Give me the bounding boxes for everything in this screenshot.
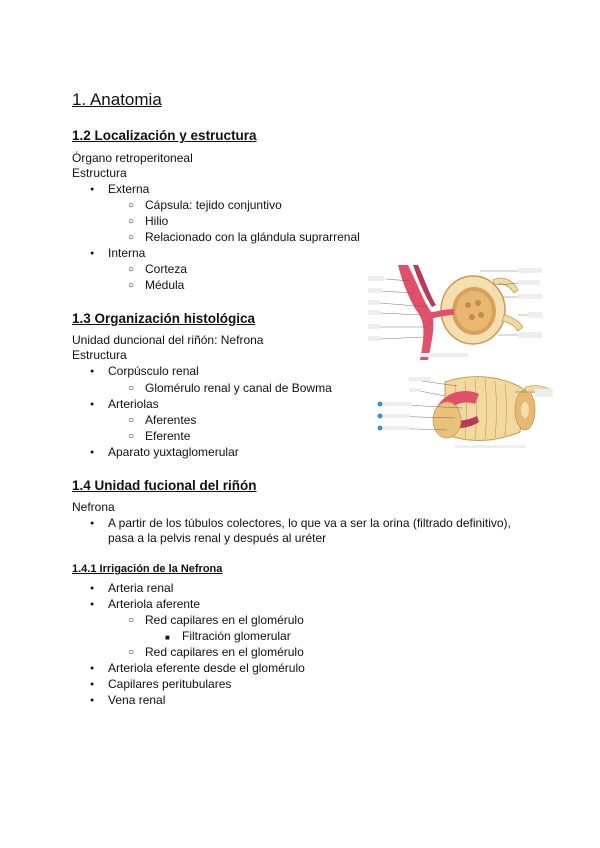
bullet-capilares-peritubulares: ● Capilares peritubulares	[108, 677, 231, 692]
heading-unidad-funcional: 1.4 Unidad fucional del riñón	[72, 478, 257, 493]
bullet-tubulos: ● A partir de los túbulos colectores, lo que va a ser la orina (filtrado definitivo),	[108, 516, 511, 531]
bullet-hilio: ○ Hilio	[145, 214, 168, 229]
bullet-externa: ● Externa	[108, 182, 149, 197]
bullet-capsula: ○ Cápsula: tejido conjuntivo	[145, 198, 282, 213]
heading-anatomia: 1. Anatomia	[72, 90, 162, 109]
bullet-red-capilares-2: ○ Red capilares en el glomérulo	[145, 645, 304, 660]
bullet-relacionado: ○ Relacionado con la glándula suprarrenal	[145, 230, 360, 245]
bullet-glomerulo: ○ Glomérulo renal y canal de Bowma	[145, 381, 332, 396]
text-organo: Órgano retroperitoneal	[72, 151, 193, 165]
bullet-tubulos-continued: pasa a la pelvis renal y después al uréter	[108, 531, 327, 545]
bullet-aferentes: ○ Aferentes	[145, 413, 196, 428]
bullet-aparato: ● Aparato yuxtaglomerular	[108, 445, 239, 460]
heading-irrigacion: 1.4.1 Irrigación de la Nefrona	[72, 563, 223, 575]
bullet-corpusculo: ● Corpúsculo renal	[108, 364, 199, 379]
bullet-eferente: ○ Eferente	[145, 429, 190, 444]
heading-organizacion: 1.3 Organización histológica	[72, 311, 256, 326]
text-nefrona: Nefrona	[72, 500, 115, 514]
juxtaglomerular-illustration	[375, 372, 553, 452]
renal-corpuscle-illustration	[368, 265, 546, 360]
text-estructura: Estructura	[72, 166, 127, 180]
bullet-corteza: ○ Corteza	[145, 262, 187, 277]
bullet-filtracion: ■ Filtración glomerular	[182, 629, 291, 644]
bullet-arteriola-aferente: ● Arteriola aferente	[108, 597, 200, 612]
text-unidad: Unidad duncional del riñón: Nefrona	[72, 333, 264, 347]
bullet-medula: ○ Médula	[145, 278, 184, 293]
bullet-arteria-renal: ● Arteria renal	[108, 581, 173, 596]
bullet-red-capilares-1: ○ Red capilares en el glomérulo	[145, 613, 304, 628]
bullet-interna: ● Interna	[108, 246, 145, 261]
text-estructura-2: Estructura	[72, 348, 127, 362]
bullet-arteriola-eferente: ● Arteriola eferente desde el glomérulo	[108, 661, 305, 676]
bullet-vena-renal: ● Vena renal	[108, 693, 165, 708]
heading-localizacion: 1.2 Localización y estructura	[72, 128, 257, 143]
bullet-arteriolas: ● Arteriolas	[108, 397, 159, 412]
